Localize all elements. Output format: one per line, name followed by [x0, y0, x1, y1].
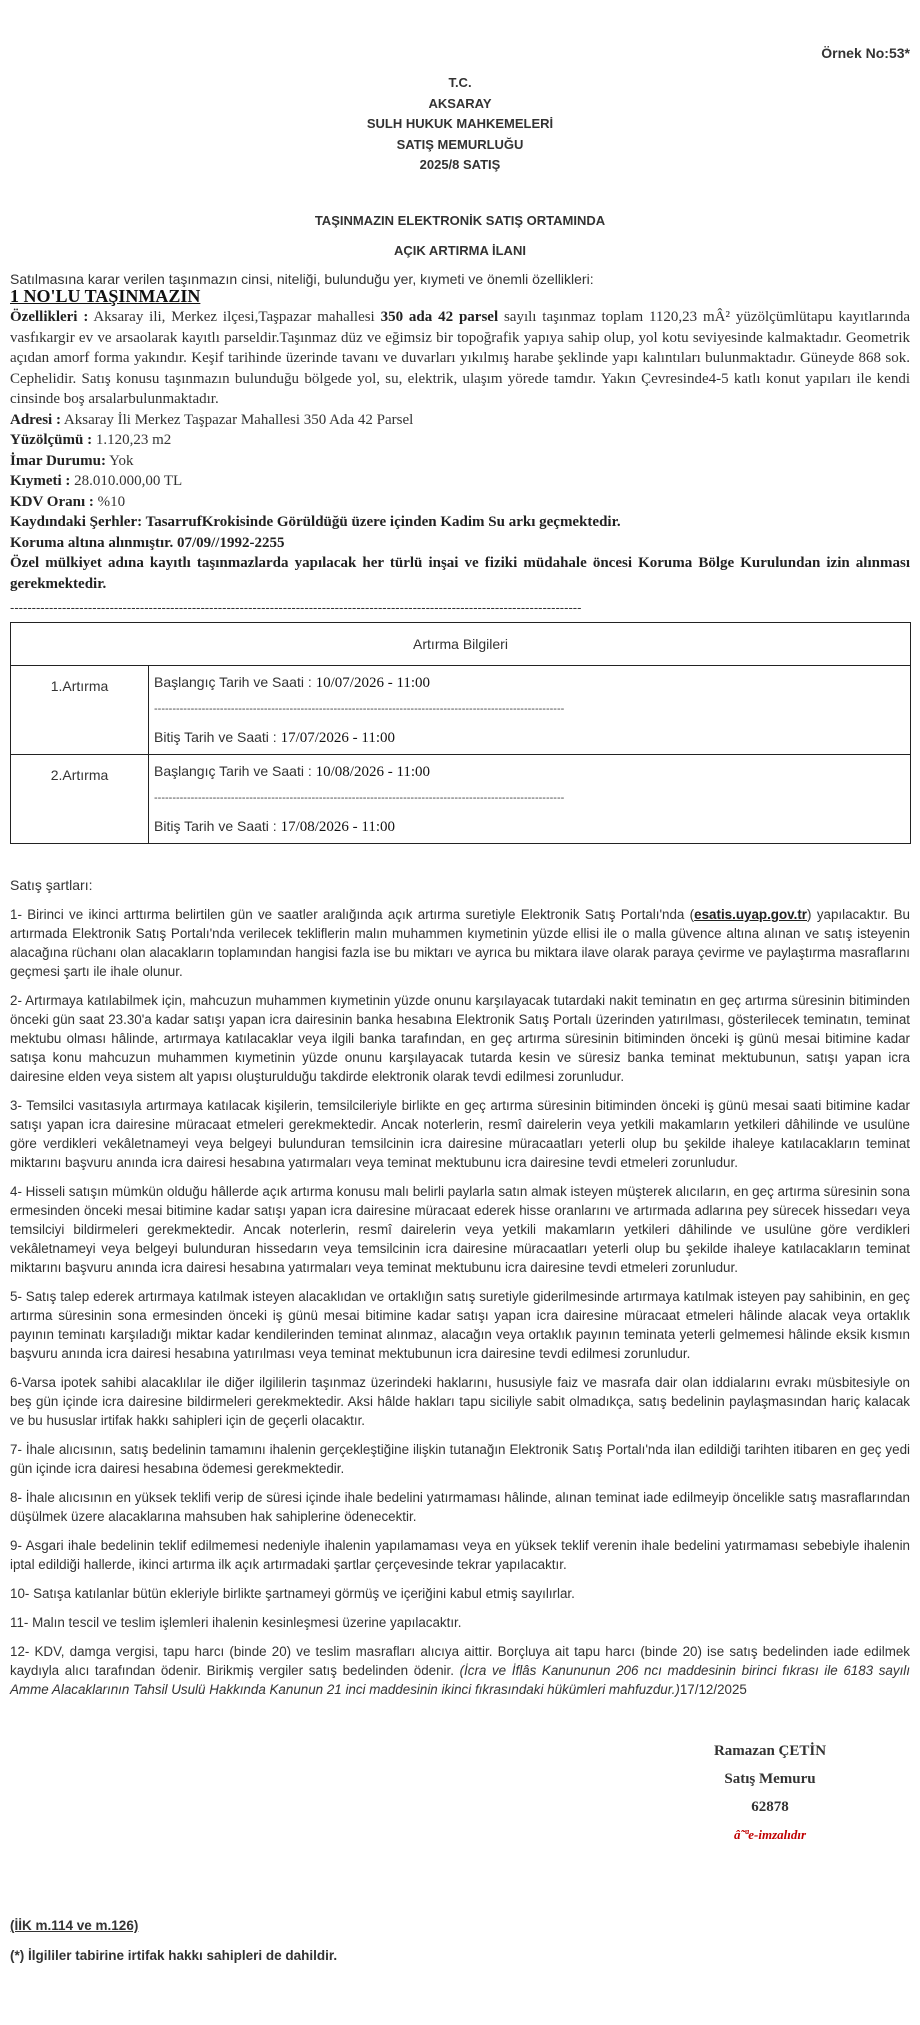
- sample-number: Örnek No:53*: [821, 45, 910, 61]
- header-tc: T.C.: [448, 75, 472, 90]
- vat-value: %10: [93, 493, 126, 510]
- footer-note: (*) İlgililer tabirine irtifak hakkı sahipleri de dahildir.: [10, 1948, 338, 1963]
- condition-12-legal-note: (İcra ve İflâs Kanununun 206 ncı maddesinin birinci fıkrası ile 6183 sayılı Amme Alacaklarının Tahsil Usulü Hakkında Kanunun 21 inci maddesinin ikinci fıkrasındaki hükümleri mahfuzdur.): [10, 1663, 910, 1697]
- end-row: [154, 727, 910, 748]
- start-label: Başlangıç Tarih ve Saati :: [154, 674, 316, 690]
- condition-8: 8- İhale alıcısının en yüksek teklifi verip de süresi içinde ihale bedelini yatırmaması hâlinde, alınan teminat iade edilmeyip öncelikle satış masraflarından düşülmek üzere alacaklarına mahsuben hak sahiplerine ödenecektir.: [10, 1490, 910, 1524]
- e-signature-icon: â˜ª: [733, 1827, 749, 1842]
- header-city: AKSARAY: [428, 95, 492, 111]
- document-header: [10, 73, 910, 176]
- property-zoning: [10, 451, 910, 472]
- property-annotations: [10, 512, 910, 533]
- condition-11: 11- Malın tescil ve teslim işlemleri ihalenin kesinleşmesi üzerine yapılacaktır.: [10, 1615, 462, 1630]
- property-area: [10, 430, 910, 451]
- auction-label-1: 1.Artırma: [11, 666, 149, 755]
- end-date: 17/08/2026 - 11:00: [280, 819, 396, 835]
- row-separator: ----------------------------------------------------------------------------------------------------------------: [154, 792, 565, 804]
- property-private-note: [10, 553, 910, 594]
- start-date: 10/08/2026 - 11:00: [315, 764, 431, 780]
- area-label: Yüzölçümü :: [10, 432, 93, 448]
- value-label: Kıymeti :: [10, 473, 71, 489]
- auction-dates-1: [149, 666, 911, 755]
- portal-link[interactable]: esatis.uyap.gov.tr: [694, 907, 808, 922]
- property-features: [10, 307, 910, 410]
- auction-info-table: [10, 622, 911, 844]
- zoning-value: Yok: [105, 452, 134, 469]
- header-office: SATIŞ MEMURLUĞU: [396, 136, 524, 152]
- notice-subtitle: AÇIK ARTIRMA İLANI: [394, 243, 526, 258]
- property-vat: [10, 492, 910, 513]
- auction-label-2: 2.Artırma: [11, 755, 149, 844]
- private-note-text: Özel mülkiyet adına kayıtlı taşınmazlarda yapılacak her türlü inşai ve fiziki müdahale öncesi Koruma Bölge Kurulundan izin alınması gerekmektedir.: [10, 555, 910, 592]
- condition-7: 7- İhale alıcısının, satış bedelinin tamamını ihalenin gerçekleştiğine ilişkin tutanağın Elektronik Satış Portalı'nda ilan edildiği tarihten itibaren en geç yedi gün içinde icra dairesi hesabına ödemesi gerekmektedir.: [10, 1442, 910, 1476]
- document-date: 17/12/2025: [679, 1682, 747, 1697]
- table-header-row: [11, 623, 911, 666]
- dash-separator: ------------------------------------------------------------------------------------------------------------------------------------: [10, 600, 582, 615]
- value-amount: 28.010.000,00 TL: [70, 473, 183, 489]
- end-row: [154, 816, 910, 837]
- start-row: [154, 672, 910, 693]
- condition-3: 3- Temsilci vasıtasıyla artırmaya katılacak kişilerin, temsilcileriyle birlikte en geç artırma süresinin bitiminden önceki iş günü mesai saati bitimine kadar satışı yapan icra dairesine müracaat etmeleri gerekmektedir. Ancak noterlerin, resmî dairelerin veya yetkili makamların yetkileri dâhilinde ve usulüne göre verdikleri vekâletnameyi veya belgeyi bulunduran temsilcinin icra dairesine müracaatları yeterli olup bu şekilde ihaleye katılacakların teminat miktarını başvuru anında icra dairesi hesabına yatırmaları veya teminat mektubunu icra dairesine tevdi etmeleri zorunludur.: [10, 1098, 910, 1170]
- notice-title: TAŞINMAZIN ELEKTRONİK SATIŞ ORTAMINDA: [314, 213, 606, 228]
- address-label: Adresi :: [10, 411, 61, 428]
- condition-6: 6-Varsa ipotek sahibi alacaklılar ile diğer ilgililerin taşınmaz üzerindeki haklarını, hususiyle faiz ve masrafa dair olan iddialarını evrakı müsbitesiyle on beş gün içinde icra dairesine bildirmeleri gerekmektedir. Aksi hâlde hakları tapu siciliyle sabit olmadıkça, satış bedelinin paylaşmasından hariç kalacak ve bu hususlar irtifak hakkı sahipleri için de geçerli olacaktır.: [10, 1375, 910, 1428]
- table-row: [11, 666, 911, 755]
- table-header: Artırma Bilgileri: [11, 623, 911, 666]
- area-value: 1.120,23 m2: [92, 432, 172, 448]
- property-protection: [10, 533, 910, 554]
- condition-9: 9- Asgari ihale bedelinin teklif edilmemesi nedeniyle ihalenin yapılamaması veya en yüksek teklif verenin ihale bedelini yatırmaması sebebiyle ihalenin iptal edildiği hallerde, ikinci artırma ilk açık artırmadaki şartlar çerçevesinde tekrar yapılacaktır.: [10, 1538, 910, 1572]
- end-date: 17/07/2026 - 11:00: [280, 730, 396, 746]
- features-label: Özellikleri :: [10, 309, 89, 325]
- header-court: SULH HUKUK MAHKEMELERİ: [366, 116, 554, 131]
- property-value: [10, 471, 910, 492]
- property-heading: 1 NO'LU TAŞINMAZIN: [10, 286, 201, 306]
- condition-1-text-b: ) yapılacaktır. Bu artırmada Elektronik Satış Portalı'nda verilecek tekliflerin malın muhammen kıymetinin yüzde ellisi ile o malla güvence altına alınan ve satış isteyenin alacağına rüchanı olan alacakların toplamından hangisi fazla ise bu miktarı ve ayrıca bu miktara ilave olarak paraya çevirme ve paylaştırma masraflarını geçmesi şartı ile ihale olunur.: [10, 907, 910, 979]
- condition-5: 5- Satış talep ederek artırmaya katılmak isteyen alacaklıdan ve ortaklığın satış suretiyle giderilmesinde artırmaya katılmak isteyen pay sahibinin, en geç artırma süresinin sona ermesinden önceki iş günü mesai bitimine kadar satışı yapan icra dairesine müracaat etmeleri hâlinde alacak veya ortaklık payının teminatı karşıladığı miktar kadar kendilerinden teminat alınmaz, alacağın veya ortaklık payının teminata yeterli gelmemesi hâlinde eksik kısmın başvuru anında icra dairesi hesabına yatırılması veya teminat mektubunun icra dairesine tevdi edilmesi zorunludur.: [10, 1289, 910, 1361]
- start-label: Başlangıç Tarih ve Saati :: [154, 763, 316, 779]
- annotations-text: Kaydındaki Şerhler: TasarrufKrokisinde Görüldüğü üzere içinden Kadim Su arkı geçmektedir.: [10, 514, 621, 530]
- end-label: Bitiş Tarih ve Saati :: [154, 818, 281, 834]
- condition-1-text-a: 1- Birinci ve ikinci arttırma belirtilen gün ve saatler aralığında açık artırma suretiyle Elektronik Satış Portalı'nda (: [10, 907, 695, 922]
- condition-2: 2- Artırmaya katılabilmek için, mahcuzun muhammen kıymetinin yüzde onunu karşılayacak tutardaki nakit teminatın en geç artırma süresinin bitiminden önceki gün saat 23.30'a kadar satışı yapan icra dairesinin banka hesabına Elektronik Satış Portalı üzerinden yatırılması, gösterilecek teminatın, teminat mektubu olması hâlinde, artırmaya katılacaklar veya ilgili banka tarafından, en geç artırma süresinin bitiminden önceki iş günü mesai bitimine kadar satışa konu mahcuzun muhammen kıymetinin yüzde onunu karşılayacak tutarda kesin ve süresiz banka teminat mektubunun, satışı yapan icra dairesine elden veya sistem alt yapısı oluşturulduğu takdirde elektronik olarak tevdi edilmesi zorunludur.: [10, 993, 910, 1084]
- intro-text: Satılmasına karar verilen taşınmazın cinsi, niteliği, bulunduğu yer, kıymeti ve önemli özellikleri:: [10, 271, 594, 287]
- signature-block: [660, 1737, 880, 1849]
- officer-name: Ramazan ÇETİN: [713, 1743, 827, 1759]
- zoning-label: İmar Durumu:: [10, 452, 106, 469]
- parcel-number: 350 ada 42 parsel: [380, 309, 499, 325]
- sale-conditions: [10, 905, 910, 1709]
- table-row: [11, 755, 911, 844]
- auction-dates-2: [149, 755, 911, 844]
- property-address: [10, 410, 910, 431]
- end-label: Bitiş Tarih ve Saati :: [154, 729, 281, 745]
- condition-1: [10, 905, 910, 981]
- footer-law-reference: (İİK m.114 ve m.126): [10, 1918, 139, 1933]
- e-signature-note: [660, 1821, 880, 1849]
- protection-text: Koruma altına alınmıştır. 07/09//1992-2255: [10, 534, 285, 551]
- vat-label: KDV Oranı :: [10, 493, 94, 510]
- officer-number: 62878: [751, 1799, 789, 1815]
- condition-4: 4- Hisseli satışın mümkün olduğu hâllerde açık artırma konusu malı belirli paylarla satın almak isteyen müşterek alıcıların, en geç artırma süresinin sona ermesinden önceki mesai bitimine kadar satışı yapan icra dairesine müracaat ederek hisse oranlarını ve artırmada adlarına pey sürecek hissedarı veya temsilciyi bildirmeleri gerekmektedir. Ancak noterlerin, resmî dairelerin veya yetkili makamların yetkileri dâhilinde ve usulüne göre verdikleri vekâletnameyi veya belgeyi bulunduran hissedarın veya temsilcinin icra dairesine müracaatları yeterli olup bu şekilde ihaleye katılacakların teminat miktarını başvuru anında icra dairesi hesabına yatırmaları veya teminat mektubunu icra dairesine tevdi etmeleri zorunludur.: [10, 1184, 910, 1275]
- condition-10: 10- Satışa katılanlar bütün ekleriyle birlikte şartnameyi görmüş ve içeriğini kabul etmiş sayılırlar.: [10, 1586, 575, 1601]
- e-signature-text: e-imzalıdır: [748, 1827, 807, 1842]
- start-row: [154, 761, 910, 782]
- officer-title: Satış Memuru: [724, 1771, 816, 1787]
- address-value: Aksaray İli Merkez Taşpazar Mahallesi 350 Ada 42 Parsel: [60, 411, 414, 428]
- condition-12: [10, 1642, 910, 1699]
- features-text-b: sayılı taşınmaz toplam 1120,23 mÂ² yüzölçümlütapu kayıtlarında vasfıkargir ev ve arsaolarak kayıtlı parseldir.Taşınmaz düz ve eğimsiz bir topoğrafik yapıya sahip olup, yol kotu seviyesinde kalmaktadır. Geometrik açıdan amorf forma yakındır. Keşif tarihinde üzerinde tavanı ve duvarları yıkılmış harabe şeklinde yapı kalıntıları bulunmaktadır. Güneyde 868 sok. Cephelidir. Satış konusu taşınmazın bulunduğu bölgede yol, su, elektrik, ulaşım yörede tamdır. Yakın Çevresinde4-5 katlı konut yapıları ile kendi cinsinde boş arsalarbulunmaktadır.: [10, 309, 910, 407]
- features-text-a: Aksaray ili, Merkez ilçesi,Taşpazar mahallesi: [88, 309, 381, 325]
- conditions-title: Satış şartları:: [10, 877, 93, 893]
- row-separator: ----------------------------------------------------------------------------------------------------------------: [154, 703, 565, 715]
- property-details: [10, 285, 910, 594]
- header-file-no: 2025/8 SATIŞ: [419, 157, 501, 172]
- start-date: 10/07/2026 - 11:00: [315, 675, 431, 691]
- condition-12-text: 12- KDV, damga vergisi, tapu harcı (binde 20) ve teslim masrafları alıcıya aittir. Borçluya ait tapu harcı (binde 20) ise satış bedelinden iade edilmek kaydıyla alıcı tarafından ödenir. Birikmiş vergiler satış bedelinden ödenir.: [10, 1644, 910, 1678]
